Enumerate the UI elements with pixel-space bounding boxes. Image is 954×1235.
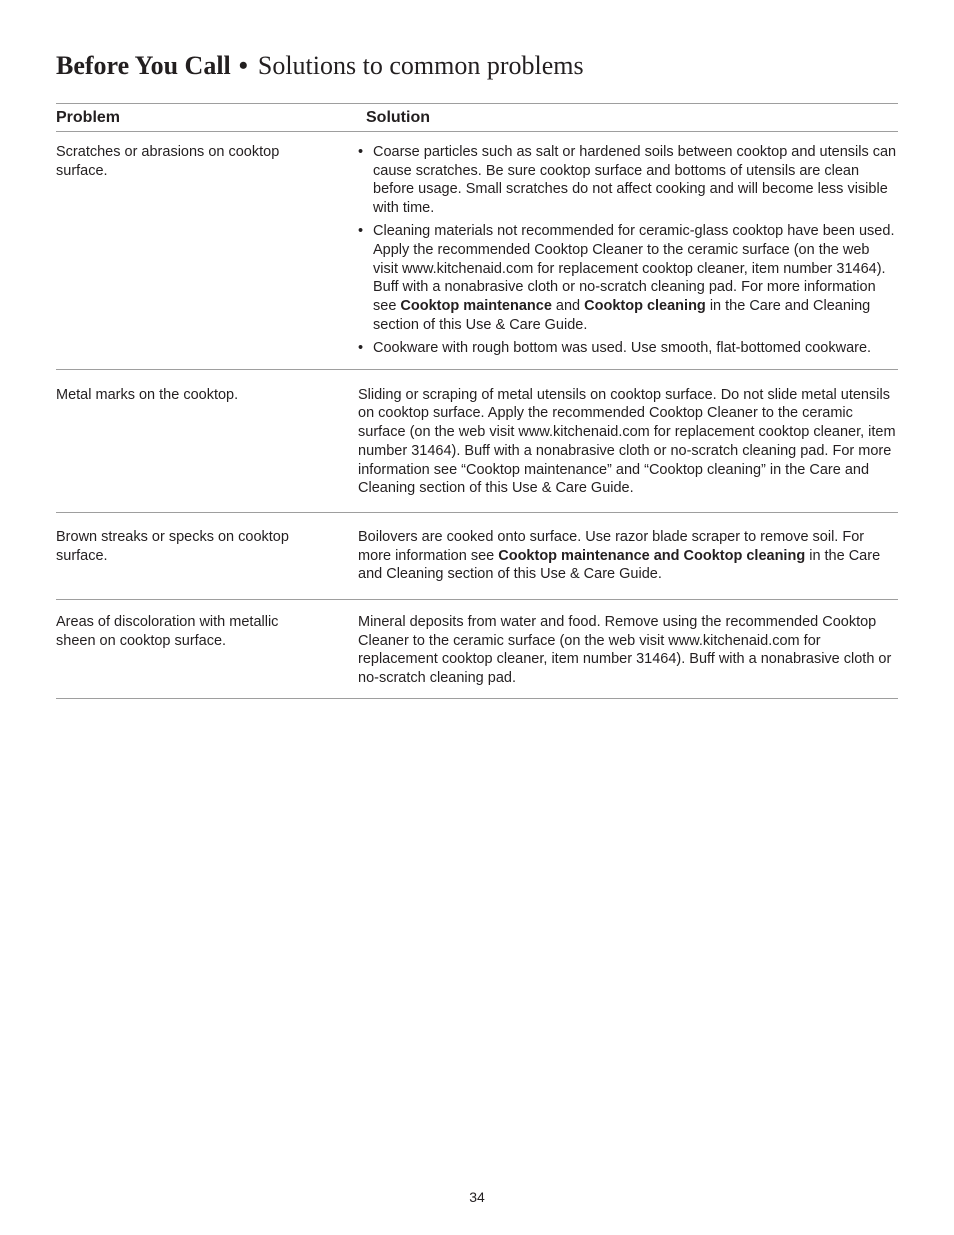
solution-cell: [358, 613, 898, 688]
title-subtitle: Solutions to common problems: [257, 51, 584, 80]
title-section: Before You Call: [56, 51, 231, 80]
solution-emphasis: Cooktop cleaning: [584, 298, 706, 315]
troubleshooting-table: [56, 103, 898, 699]
solution-text: in the Care and Cleaning section of this Use & Care Guide.: [373, 298, 871, 333]
problem-cell: Metal marks on the cooktop.: [56, 386, 239, 403]
page-number: 34: [469, 1189, 485, 1205]
solution-text-part: Boilovers are cooked onto surface. Use razor blade scraper to remove soil. For more information see: [358, 528, 865, 564]
solution-emphasis: Cooktop maintenance and Cooktop cleaning: [498, 547, 806, 564]
solution-list-item: [358, 222, 898, 334]
column-header-problem: Problem: [56, 108, 121, 126]
solution-emphasis: Cooktop maintenance: [400, 298, 552, 315]
problem-cell: Brown streaks or specks on cooktop surface.: [56, 528, 289, 564]
page-title: [56, 50, 584, 82]
solution-cell: [358, 528, 898, 584]
solution-text-part: in the Care and Cleaning section of this Use & Care Guide.: [358, 547, 881, 583]
column-header-solution: Solution: [366, 108, 430, 126]
problem-cell: Scratches or abrasions on cooktop surface.: [56, 144, 280, 179]
table-row: [56, 513, 898, 600]
table-header: [56, 104, 898, 132]
solution-list-item: • Cookware with rough bottom was used. Use smooth, flat-bottomed cookware.: [358, 339, 898, 358]
solution-list-item: • Coarse particles such as salt or hardened soils between cooktop and utensils can cause scratches. Be sure cooktop surface and bottoms of utensils are clean before usage. Small scratches do not affect cooking and will become less visible with time.: [358, 143, 898, 218]
problem-cell: Areas of discoloration with metallic sheen on cooktop surface.: [56, 614, 279, 649]
solution-cell: [358, 143, 898, 358]
solution-text: [358, 528, 898, 584]
solution-text: Mineral deposits from water and food. Remove using the recommended Cooktop Cleaner to the ceramic surface (on the web visit www.kitchenaid.com for replacement cooktop cleaner, item number 31464). Buff with a nonabrasive cloth or no-scratch cleaning pad.: [358, 614, 892, 687]
table-row: [56, 370, 898, 513]
solution-text: Cleaning materials not recommended for ceramic-glass cooktop have been used. Apply the recommended Cooktop Cleaner to the ceramic surface (on the web visit www.kitchenaid.com for replacement cooktop cleaner, item number 31464). Buff with a nonabrasive cloth or no-scratch cleaning pad. For more information see: [373, 223, 895, 315]
title-bullet: •: [238, 51, 248, 80]
solution-text: and: [551, 298, 585, 315]
table-row: [56, 600, 898, 699]
solution-cell: [358, 386, 898, 498]
table-row: [56, 132, 898, 370]
solution-list: [358, 143, 898, 358]
solution-text: Sliding or scraping of metal utensils on cooktop surface. Do not slide metal utensils on cooktop surface. Apply the recommended Cooktop Cleaner to the ceramic surface (on the web visit www.kitchenaid.com for replacement cooktop cleaner, item number 31464). Buff with a nonabrasive cloth or no-scratch cleaning pad. For more information see “Cooktop maintenance” and “Cooktop cleaning” in the Care and Cleaning section of this Use & Care Guide.: [358, 386, 896, 497]
